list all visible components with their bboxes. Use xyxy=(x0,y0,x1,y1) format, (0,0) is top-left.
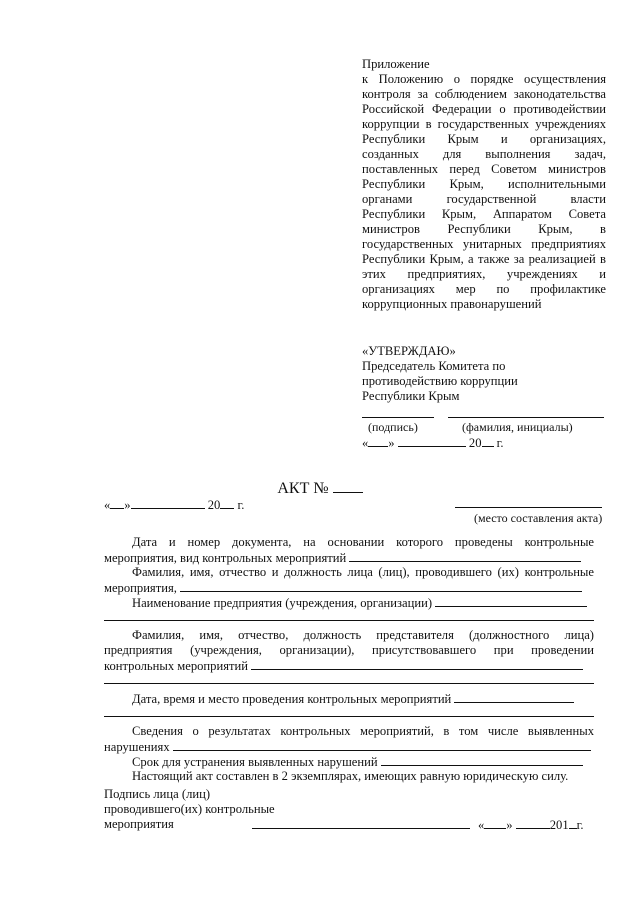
year-prefix: 20 xyxy=(207,498,221,512)
appendix-line: министров Республики Крым, в xyxy=(362,222,606,236)
date-close-quote: » xyxy=(388,436,395,450)
date-close-quote: » xyxy=(506,818,513,832)
approval-heading: «УТВЕРЖДАЮ» xyxy=(362,344,456,358)
appendix-line: коррупционных правонарушений xyxy=(362,297,542,311)
act-date xyxy=(104,497,244,513)
datetime-place-field[interactable] xyxy=(454,691,574,703)
appendix-line: Республики Крым, Аппаратом Совета xyxy=(362,207,606,221)
paragraph-line xyxy=(104,691,594,706)
paragraph-text: Наименование предприятия (учреждения, организации) xyxy=(132,596,433,610)
approval-block xyxy=(362,344,612,451)
paragraph-line: Дата и номер документа, на основании которого проведены контрольные xyxy=(132,535,594,549)
paragraph-text: Срок для устранения выявленных нарушений xyxy=(132,755,378,769)
date-close-quote: » xyxy=(124,498,131,512)
approval-year-field[interactable] xyxy=(482,435,494,447)
act-year-field[interactable] xyxy=(220,497,234,509)
act-day-field[interactable] xyxy=(110,497,124,509)
act-body xyxy=(104,535,594,784)
appendix-line: государственных унитарных предприятиях xyxy=(362,237,606,251)
footer-label-line: мероприятия xyxy=(104,817,174,831)
footer-month-field[interactable] xyxy=(516,817,550,829)
year-prefix: 201 xyxy=(549,818,569,832)
paragraph-text: мероприятия, xyxy=(104,581,177,595)
name-label: (фамилия, инициалы) xyxy=(462,420,573,434)
paragraph-line xyxy=(104,595,594,610)
paragraph-text: контрольных мероприятий xyxy=(104,659,248,673)
paragraph-line xyxy=(104,580,594,595)
approval-position-line: Республики Крым xyxy=(362,389,460,403)
organization-field-cont[interactable] xyxy=(104,610,594,621)
footer-signature xyxy=(104,787,594,832)
year-suffix: г. xyxy=(237,498,245,512)
results-field[interactable] xyxy=(173,739,591,751)
date-open-quote: « xyxy=(362,436,369,450)
approval-date xyxy=(362,435,612,451)
paragraph-line: Сведения о результатах контрольных мероприятий, в том числе выявленных xyxy=(132,724,594,738)
representative-field[interactable] xyxy=(251,658,583,670)
act-title-row xyxy=(0,479,640,496)
paragraph-line xyxy=(104,754,594,769)
date-open-quote: « xyxy=(478,818,485,832)
signature-field[interactable] xyxy=(362,406,434,418)
paragraph-line xyxy=(104,658,594,673)
signature-label: (подпись) xyxy=(368,420,418,434)
paragraph-line: предприятия (учреждения, организации), присутствовавшего при проведении xyxy=(104,643,594,657)
approval-month-field[interactable] xyxy=(398,435,466,447)
control-type-field[interactable] xyxy=(349,550,581,562)
paragraph-line: Настоящий акт составлен в 2 экземплярах, имеющих равную юридическую силу. xyxy=(132,769,569,783)
appendix-line: организациях мер по профилактике xyxy=(362,282,606,296)
appendix-line: поставленных перед Советом министров xyxy=(362,162,606,176)
appendix-title: Приложение xyxy=(362,57,430,71)
paragraph-line xyxy=(104,739,594,754)
appendix-line: Республики Крым и организациях, xyxy=(362,132,606,146)
paragraph-line xyxy=(104,550,594,565)
approval-position-line: противодействию коррупции xyxy=(362,374,518,388)
appendix-line: коррупции в государственных учреждениях xyxy=(362,117,606,131)
year-suffix: г. xyxy=(576,818,584,832)
year-prefix: 20 xyxy=(468,436,482,450)
place-field[interactable] xyxy=(455,495,602,508)
inspector-field[interactable] xyxy=(180,580,582,592)
signature-labels xyxy=(362,420,612,435)
appendix-line: Республики Крым, исполнительными xyxy=(362,177,606,191)
approval-position-line: Председатель Комитета по xyxy=(362,359,506,373)
paragraph-line: Фамилия, имя, отчество и должность лица (лиц), проводившего (их) контрольные xyxy=(132,565,594,579)
appendix-line: Российской Федерации о противодействии xyxy=(362,102,606,116)
signature-lines xyxy=(362,406,612,420)
approval-day-field[interactable] xyxy=(368,435,388,447)
paragraph-text: мероприятия, вид контрольных мероприятий xyxy=(104,551,347,565)
year-suffix: г. xyxy=(496,436,504,450)
footer-date xyxy=(478,817,584,833)
deadline-field[interactable] xyxy=(381,754,583,766)
appendix-line: этих предприятиях, учреждениях и xyxy=(362,267,606,281)
appendix-block xyxy=(362,57,606,312)
inspector-signature-field[interactable] xyxy=(252,817,470,829)
footer-year-field[interactable] xyxy=(569,817,577,829)
appendix-line: контроля за соблюдением законодательства xyxy=(362,87,606,101)
appendix-line: созданных для выполнения задач, xyxy=(362,147,606,161)
footer-day-field[interactable] xyxy=(484,817,506,829)
appendix-line: органами государственной власти xyxy=(362,192,606,206)
place-label: (место составления акта) xyxy=(474,511,603,525)
appendix-line: к Положению о порядке осуществления xyxy=(362,72,606,86)
date-open-quote: « xyxy=(104,498,111,512)
paragraph-text: нарушениях xyxy=(104,740,170,754)
footer-label-line: проводившего(их) контрольные xyxy=(104,802,275,816)
organization-field[interactable] xyxy=(435,595,587,607)
paragraph-text: Дата, время и место проведения контрольных мероприятий xyxy=(132,692,452,706)
footer-sign-row xyxy=(104,817,594,832)
datetime-place-field-cont[interactable] xyxy=(104,706,594,717)
act-title: АКТ № xyxy=(277,480,329,497)
name-field[interactable] xyxy=(448,406,604,418)
appendix-line: Республики Крым, а также за реализацией в xyxy=(362,252,606,266)
footer-label-line: Подпись лица (лиц) xyxy=(104,787,211,801)
act-month-field[interactable] xyxy=(131,497,205,509)
act-number-field[interactable] xyxy=(333,479,363,493)
representative-field-cont[interactable] xyxy=(104,673,594,684)
paragraph-line: Фамилия, имя, отчество, должность представителя (должностного лица) xyxy=(132,628,594,642)
